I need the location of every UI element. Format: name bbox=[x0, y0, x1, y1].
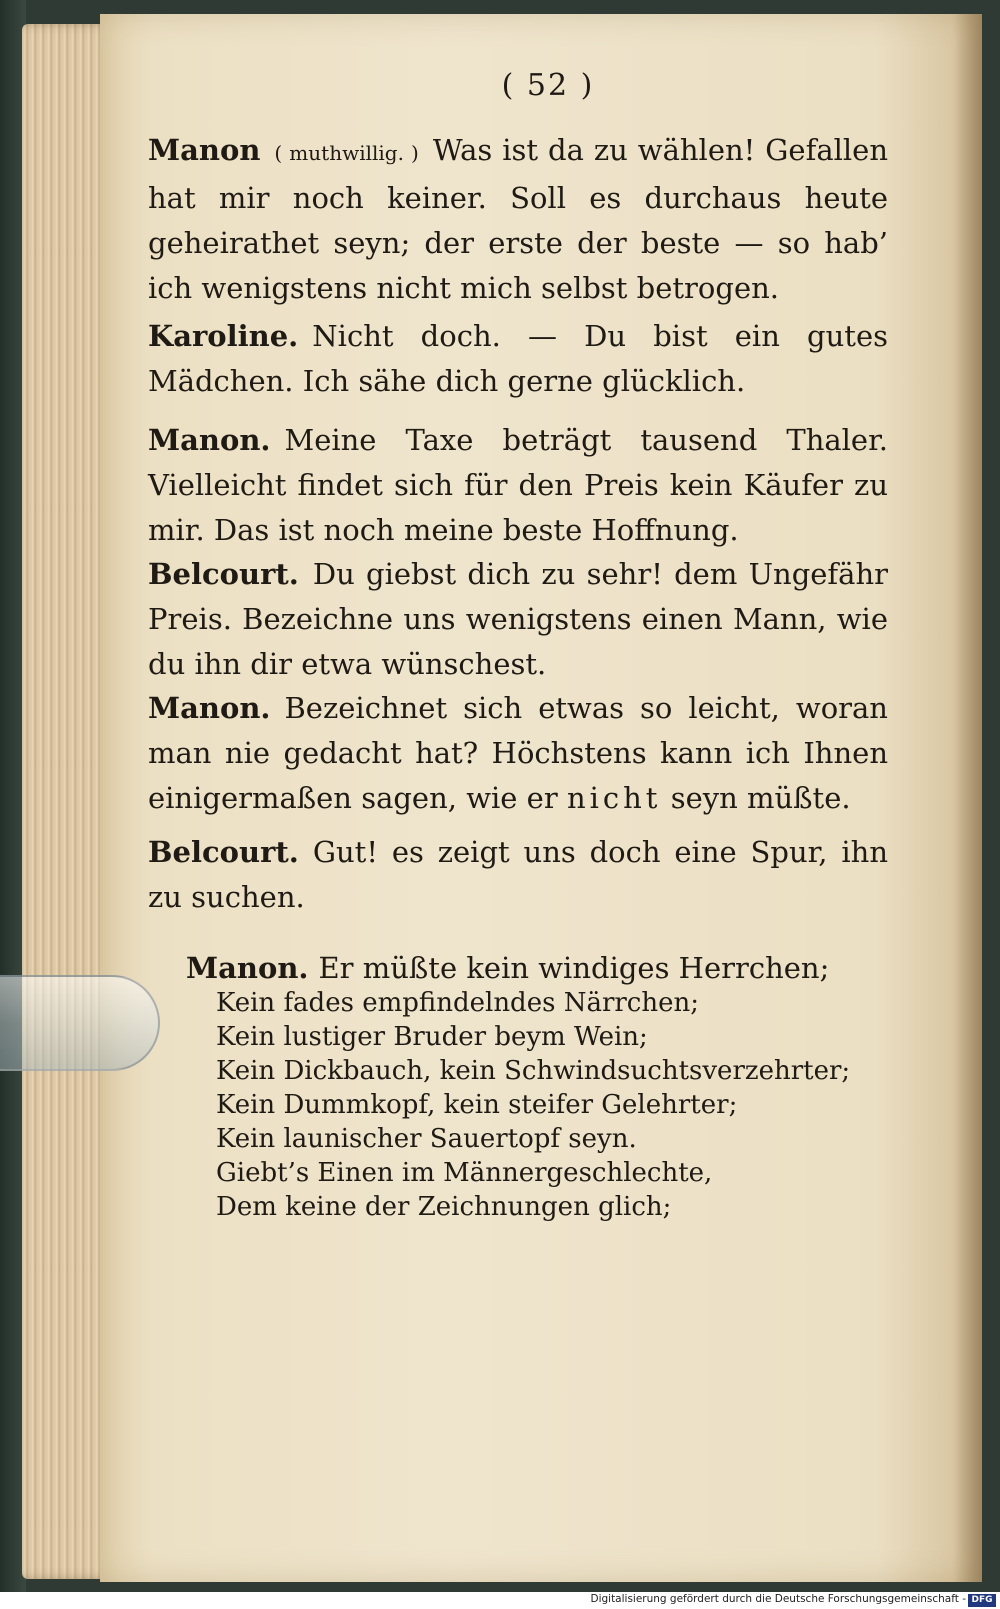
speaker-name: Manon. bbox=[148, 423, 271, 457]
speech-text: Was ist da zu wählen! Gefallen hat mir noch keiner. Soll es durchaus heute geheirathet seyn; der erste der beste — so hab’ ich wenigstens nicht mich selbst betrogen. bbox=[148, 133, 889, 305]
paragraph-manon-1 bbox=[148, 128, 888, 311]
paragraph-manon-3 bbox=[148, 686, 888, 821]
page-holder-clip bbox=[0, 975, 160, 1071]
dfg-logo: DFG bbox=[968, 1594, 996, 1607]
verse-line: Kein fades empfindelndes Närrchen; bbox=[216, 988, 700, 1018]
verse-first-line bbox=[186, 950, 886, 986]
stage-direction: ( muthwillig. ) bbox=[274, 141, 419, 165]
speech-text: seyn müßte. bbox=[670, 781, 851, 815]
speaker-name: Manon. bbox=[148, 691, 271, 725]
verse-line: Kein launischer Sauertopf seyn. bbox=[216, 1124, 637, 1154]
speech-text: Bezeichnet sich etwas so leicht, woran man nie gedacht hat? Höchstens kann ich Ihnen einigermaßen sagen, wie er bbox=[148, 691, 888, 815]
page-shadow bbox=[952, 14, 982, 1582]
digitization-credit: Digitalisierung gefördert durch die Deutsche Forschungsgemeinschaft - bbox=[590, 1593, 966, 1605]
speech-text: Meine Taxe beträgt tausend Thaler. Vielleicht findet sich für den Preis kein Käufer zu mir. Das ist noch meine beste Hoffnung. bbox=[148, 423, 888, 547]
verse-line: Giebt’s Einen im Männergeschlechte, bbox=[216, 1158, 713, 1188]
verse-line: Dem keine der Zeichnungen glich; bbox=[216, 1192, 672, 1222]
speech-text: Du giebst dich zu sehr! dem Ungefähr Preis. Bezeichne uns wenigstens einen Mann, wie du ihn dir etwa wünschest. bbox=[148, 557, 888, 681]
speaker-name: Belcourt. bbox=[148, 835, 299, 869]
speaker-name: Karoline. bbox=[148, 319, 299, 353]
verse-line: Kein lustiger Bruder beym Wein; bbox=[216, 1022, 648, 1052]
speaker-name: Belcourt. bbox=[148, 557, 299, 591]
emphasized-word: nicht bbox=[566, 781, 662, 815]
page-number: ( 52 ) bbox=[501, 68, 595, 103]
speaker-name: Manon. bbox=[186, 951, 309, 985]
paragraph-karoline bbox=[148, 314, 888, 404]
verse-line: Er müßte kein windiges Herrchen; bbox=[318, 951, 830, 985]
paragraph-belcourt-2 bbox=[148, 830, 888, 920]
verse-block bbox=[186, 950, 886, 1224]
speech-text: Nicht doch. — Du bist ein gutes Mädchen. Ich sähe dich gerne glücklich. bbox=[148, 319, 888, 398]
paragraph-manon-2 bbox=[148, 418, 888, 553]
verse-line: Kein Dummkopf, kein steifer Gelehrter; bbox=[216, 1090, 738, 1120]
verse-line: Kein Dickbauch, kein Schwindsuchtsverzehrter; bbox=[216, 1056, 851, 1086]
speech-text: Gut! es zeigt uns doch eine Spur, ihn zu suchen. bbox=[148, 835, 888, 914]
speaker-name: Manon bbox=[148, 133, 261, 167]
paragraph-belcourt-1 bbox=[148, 552, 888, 687]
